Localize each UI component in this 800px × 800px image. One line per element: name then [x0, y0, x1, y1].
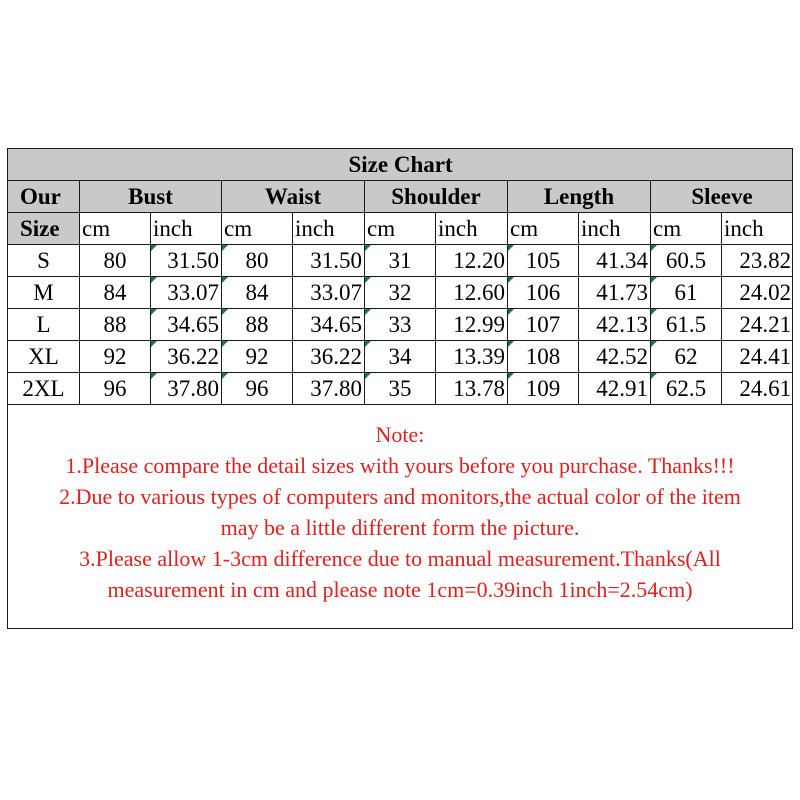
table-row — [8, 277, 794, 309]
unit-inch: inch — [436, 213, 508, 245]
chart-title: Size Chart — [8, 149, 794, 181]
sleeve-inch-cell: 23.82 — [722, 245, 794, 277]
header-bust: Bust — [80, 181, 222, 213]
length-cm-cell: 105 — [508, 245, 579, 277]
sleeve-inch-cell: 24.21 — [722, 309, 794, 341]
header-our: Our — [8, 181, 80, 213]
waist-cm-cell: 84 — [222, 277, 293, 309]
waist-inch-cell: 33.07 — [293, 277, 365, 309]
waist-cm-cell: 92 — [222, 341, 293, 373]
unit-cm: cm — [508, 213, 579, 245]
header-size: Size — [8, 213, 80, 245]
waist-inch-cell: 36.22 — [293, 341, 365, 373]
note-line-1: 1.Please compare the detail sizes with yours before you purchase. Thanks!!! — [65, 453, 735, 478]
shoulder-inch-cell: 12.99 — [436, 309, 508, 341]
waist-cm-cell: 88 — [222, 309, 293, 341]
shoulder-cm-cell: 31 — [365, 245, 436, 277]
length-inch-cell: 42.91 — [579, 373, 651, 405]
waist-inch-cell: 31.50 — [293, 245, 365, 277]
bust-inch-cell: 37.80 — [151, 373, 222, 405]
shoulder-inch-cell: 13.39 — [436, 341, 508, 373]
size-rows — [8, 245, 794, 405]
table-row — [8, 309, 794, 341]
unit-header-row — [8, 213, 794, 245]
size-chart-frame — [7, 148, 793, 629]
unit-inch: inch — [722, 213, 794, 245]
size-label: S — [8, 245, 80, 277]
sleeve-inch-cell: 24.02 — [722, 277, 794, 309]
title-row — [8, 149, 794, 181]
length-cm-cell: 109 — [508, 373, 579, 405]
size-label: XL — [8, 341, 80, 373]
note-line-3b: measurement in cm and please note 1cm=0.39inch 1inch=2.54cm) — [107, 577, 693, 602]
bust-cm-cell: 88 — [80, 309, 151, 341]
bust-inch-cell: 36.22 — [151, 341, 222, 373]
waist-cm-cell: 96 — [222, 373, 293, 405]
header-length: Length — [508, 181, 651, 213]
unit-inch: inch — [151, 213, 222, 245]
bust-cm-cell: 92 — [80, 341, 151, 373]
sleeve-inch-cell: 24.41 — [722, 341, 794, 373]
note-line-2b: may be a little different form the picture. — [220, 515, 580, 540]
length-cm-cell: 107 — [508, 309, 579, 341]
sleeve-cm-cell: 61.5 — [651, 309, 722, 341]
header-sleeve: Sleeve — [651, 181, 794, 213]
size-chart-table — [7, 148, 793, 405]
note-line-3a: 3.Please allow 1-3cm difference due to manual measurement.Thanks(All — [79, 546, 721, 571]
unit-cm: cm — [365, 213, 436, 245]
note-heading: Note: — [375, 422, 425, 447]
sleeve-cm-cell: 62 — [651, 341, 722, 373]
shoulder-cm-cell: 32 — [365, 277, 436, 309]
sleeve-inch-cell: 24.61 — [722, 373, 794, 405]
unit-cm: cm — [222, 213, 293, 245]
bust-inch-cell: 31.50 — [151, 245, 222, 277]
unit-inch: inch — [293, 213, 365, 245]
size-label: M — [8, 277, 80, 309]
group-header-row — [8, 181, 794, 213]
length-inch-cell: 42.52 — [579, 341, 651, 373]
shoulder-inch-cell: 12.20 — [436, 245, 508, 277]
unit-cm: cm — [80, 213, 151, 245]
length-inch-cell: 42.13 — [579, 309, 651, 341]
waist-inch-cell: 37.80 — [293, 373, 365, 405]
shoulder-inch-cell: 12.60 — [436, 277, 508, 309]
table-row — [8, 245, 794, 277]
header-shoulder: Shoulder — [365, 181, 508, 213]
length-cm-cell: 106 — [508, 277, 579, 309]
bust-cm-cell: 84 — [80, 277, 151, 309]
unit-cm: cm — [651, 213, 722, 245]
shoulder-cm-cell: 35 — [365, 373, 436, 405]
sleeve-cm-cell: 60.5 — [651, 245, 722, 277]
table-row — [8, 373, 794, 405]
size-label: L — [8, 309, 80, 341]
length-inch-cell: 41.73 — [579, 277, 651, 309]
note-line-2a: 2.Due to various types of computers and monitors,the actual color of the item — [59, 484, 741, 509]
length-cm-cell: 108 — [508, 341, 579, 373]
shoulder-cm-cell: 34 — [365, 341, 436, 373]
bust-inch-cell: 34.65 — [151, 309, 222, 341]
unit-inch: inch — [579, 213, 651, 245]
waist-inch-cell: 34.65 — [293, 309, 365, 341]
bust-cm-cell: 80 — [80, 245, 151, 277]
bust-inch-cell: 33.07 — [151, 277, 222, 309]
header-waist: Waist — [222, 181, 365, 213]
size-label: 2XL — [8, 373, 80, 405]
shoulder-inch-cell: 13.78 — [436, 373, 508, 405]
notes-block — [8, 419, 792, 605]
bust-cm-cell: 96 — [80, 373, 151, 405]
sleeve-cm-cell: 61 — [651, 277, 722, 309]
waist-cm-cell: 80 — [222, 245, 293, 277]
table-row — [8, 341, 794, 373]
shoulder-cm-cell: 33 — [365, 309, 436, 341]
sleeve-cm-cell: 62.5 — [651, 373, 722, 405]
length-inch-cell: 41.34 — [579, 245, 651, 277]
